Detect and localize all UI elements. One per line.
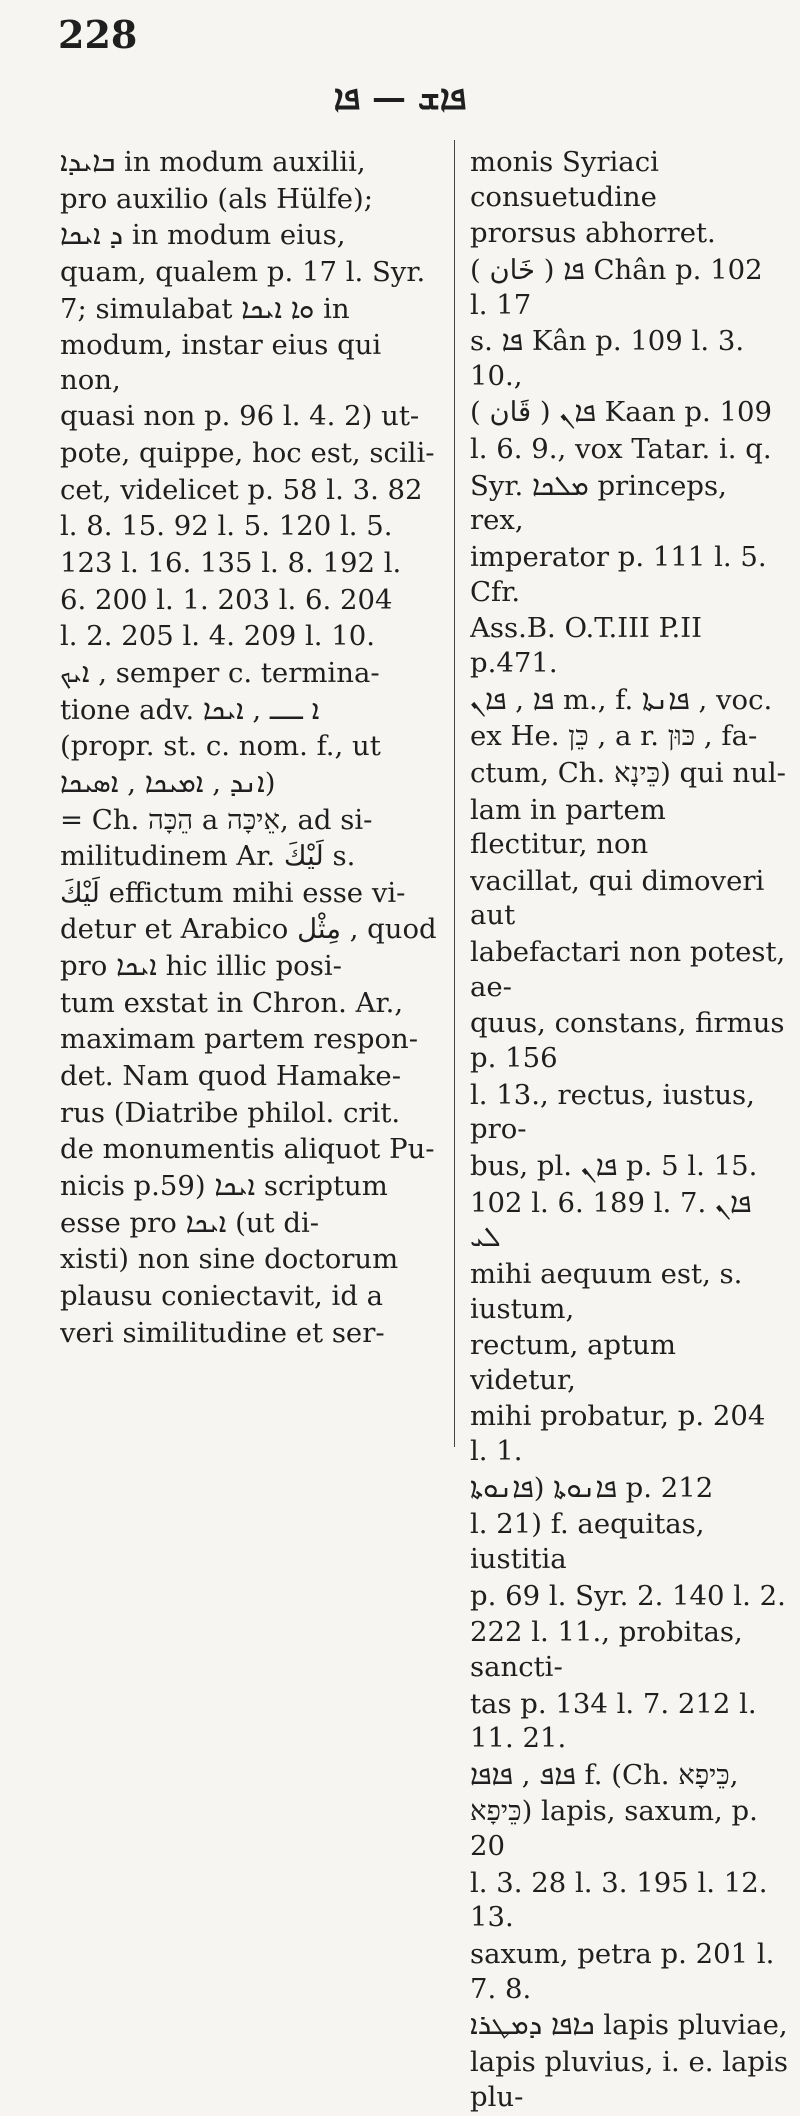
text-line: ܒܐܝܕܐ in modum auxilii, [60, 146, 366, 178]
text-line: nicis p.59) ܐܝܟܐ scriptum [60, 1169, 388, 1202]
text-line: plausu coniectavit, id a [60, 1279, 384, 1312]
text-line: 123 l. 16. 135 l. 8. 192 l. [60, 547, 402, 580]
text-line: prorsus abhorret. [470, 217, 716, 250]
text-line: bus, pl. ܦܐܢ p. 5 l. 15. [470, 1149, 758, 1182]
text-line: lam in partem flectitur, non [470, 793, 666, 861]
text-line: quus, constans, firmus p. 156 [470, 1007, 785, 1075]
text-line: mihi aequum est, s. iustum, [470, 1257, 743, 1325]
text-line: 102 l. 6. 189 l. 7. ܦܐܢ ܠܝ [470, 1186, 752, 1254]
text-line: l. 21) f. aequitas, iustitia [470, 1508, 705, 1575]
text-line: l. 8. 15. 92 l. 5. 120 l. 5. [60, 510, 393, 543]
text-line: 7; simulabat ܘܐ ܐܝܟܐ in [60, 292, 350, 325]
text-line: lapis pluvius, i. e. lapis plu- [470, 2045, 788, 2113]
text-line: ܦܐ ( خَان ) Chân p. 102 l. 17 [470, 253, 763, 321]
left-column [60, 145, 445, 1352]
text-line: monis Syriaci consuetudine [470, 146, 659, 213]
text-line: l. 2. 205 l. 4. 209 l. 10. [60, 620, 375, 653]
text-line: imperator p. 111 l. 5. Cfr. [470, 541, 767, 608]
text-line: tione adv. ܐ ـــ , ܐܝܟܐ [60, 693, 320, 726]
text-line: ex He. כֵּן , a r. כּוּן , fa- [470, 720, 758, 753]
text-line: esse pro ܐܝܟܐ (ut di- [60, 1206, 320, 1239]
text-line: p. 69 l. Syr. 2. 140 l. 2. [470, 1579, 786, 1612]
text-line: rectum, aptum videtur, [470, 1329, 676, 1396]
text-line: maximam partem respon- [60, 1023, 419, 1056]
text-line: mihi probatur, p. 204 l. 1. [470, 1400, 766, 1468]
text-line: لَيْكَ effictum mihi esse vi- [60, 876, 406, 909]
text-line: ܐܝܟ , semper c. termina- [60, 656, 380, 689]
text-line: ܦܐܦ , ܦܐܦܐ f. (Ch. כֵּיפָא, [470, 1758, 739, 1791]
text-line: pro auxilio (als Hülfe); [60, 182, 374, 215]
text-line: = Ch. הֵכָּה a אֵיכָּה, ad si- [60, 803, 373, 836]
text-line: Ass.B. O.T.III P.II p.471. [470, 612, 702, 679]
text-line: (propr. st. c. nom. f., ut [60, 730, 381, 763]
text-line: s. ܦܐ Kân p. 109 l. 3. 10., [470, 325, 745, 392]
running-head: ܦܐܫ — ܦܐ [333, 78, 467, 118]
text-line: rus (Diatribe philol. crit. [60, 1096, 401, 1129]
text-line: cet, videlicet p. 58 l. 3. 82 [60, 473, 423, 506]
text-line: quam, qualem p. 17 l. Syr. [60, 255, 426, 288]
text-line: ܕ ܐܝܟܐ in modum eius, [60, 219, 346, 252]
text-line: saxum, petra p. 201 l. 7. 8. [470, 1938, 775, 2005]
text-line: ܦܐܢ ( قَان ) Kaan p. 109 [470, 396, 773, 429]
text-line: l. 6. 9., vox Tatar. i. q. [470, 433, 772, 466]
text-line: 222 l. 11., probitas, sancti- [470, 1616, 743, 1683]
text-line: quasi non p. 96 l. 4. 2) ut- [60, 400, 420, 433]
text-line: ܦܐܢܘܬܐ (ܦܐܢܘܬܐ p. 212 [470, 1471, 714, 1504]
text-line: vacillat, qui dimoveri aut [470, 864, 765, 932]
text-line: ctum, Ch. כֵּינָא) qui nul- [470, 756, 786, 789]
text-line: modum, instar eius qui non, [60, 329, 382, 396]
text-line: veri similitudine et ser- [60, 1316, 385, 1349]
text-line: pro ܐܝܟܐ hic illic posi- [60, 950, 342, 983]
text-line: ܦܐ , ܦܐܢ m., f. ܦܐܢܬܐ , voc. [470, 683, 773, 716]
text-line: tum exstat in Chron. Ar., [60, 986, 404, 1019]
text-line: l. 13., rectus, iustus, pro- [470, 1078, 755, 1146]
text-line: Syr. ܡܠܟܐ princeps, rex, [470, 469, 727, 537]
text-line: l. 3. 28 l. 3. 195 l. 12. 13. [470, 1866, 768, 1934]
text-line: det. Nam quod Hamake- [60, 1060, 401, 1093]
text-line: ܟܐܦܐ ܕܡܛܪܐ lapis pluviae, [470, 2009, 788, 2042]
text-line: labefactari non potest, ae- [470, 936, 786, 1003]
text-line: pote, quippe, hoc est, scili- [60, 437, 435, 470]
text-line: 6. 200 l. 1. 203 l. 6. 204 [60, 583, 393, 616]
text-line: xisti) non sine doctorum [60, 1243, 399, 1276]
text-line: de monumentis aliquot Pu- [60, 1133, 435, 1166]
page-number: 228 [58, 12, 138, 57]
text-line: detur et Arabico مِثْل , quod [60, 913, 437, 946]
text-line: ܐܢܕ , ܐܡܝܟܐ , ܐܣܝܟܐ) [60, 766, 276, 799]
text-line: militudinem Ar. لَيْكَ s. [60, 840, 356, 873]
right-column [470, 145, 788, 2116]
text-line: כֵּיפָא) lapis, saxum, p. 20 [470, 1795, 758, 1863]
text-line: tas p. 134 l. 7. 212 l. 11. 21. [470, 1687, 757, 1755]
column-divider [454, 140, 455, 1447]
